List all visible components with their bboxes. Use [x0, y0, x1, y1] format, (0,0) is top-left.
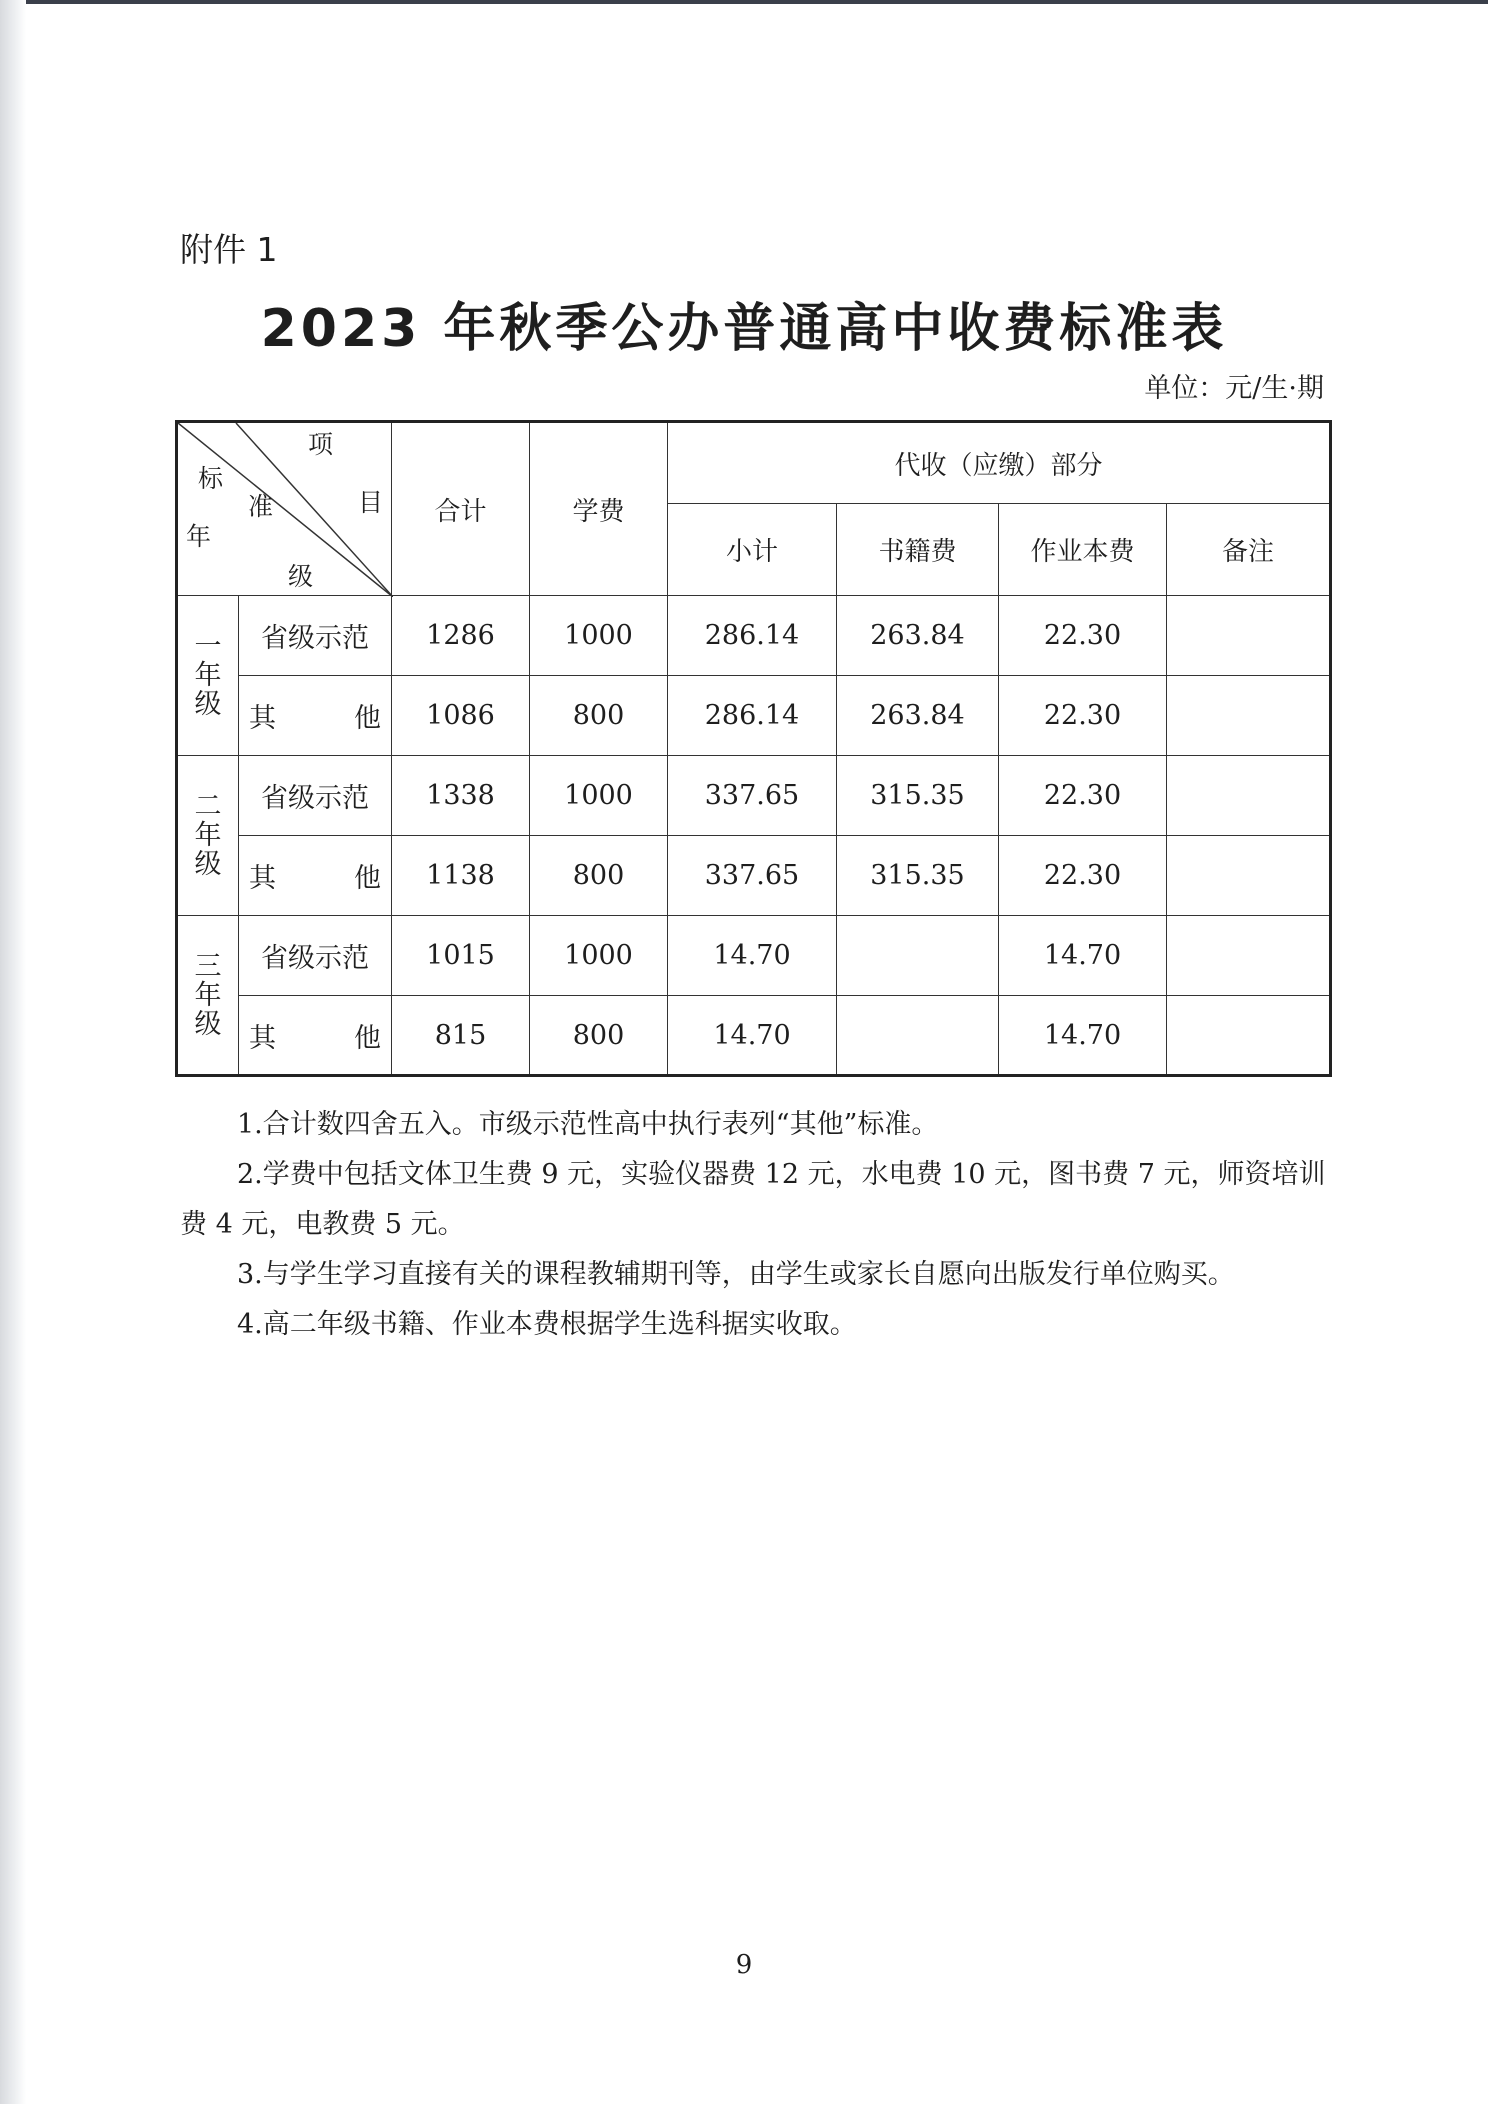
corner-grade-a: 年 — [186, 522, 212, 551]
school-type-cell: 省级示范 — [239, 596, 392, 676]
total-cell: 1015 — [392, 916, 530, 996]
tuition-cell: 1000 — [530, 916, 668, 996]
header-total: 合计 — [392, 422, 530, 596]
note-2: 2.学费中包括文体卫生费 9 元，实验仪器费 12 元，水电费 10 元，图书费 7 元，师资培训费 4 元，电教费 5 元。 — [180, 1159, 1326, 1240]
tuition-cell: 800 — [530, 996, 668, 1076]
corner-item-b: 目 — [358, 488, 384, 517]
tuition-cell: 800 — [530, 676, 668, 756]
total-cell: 815 — [392, 996, 530, 1076]
note-4: 4.高二年级书籍、作业本费根据学生选科据实收取。 — [237, 1309, 857, 1340]
corner-item-a: 项 — [308, 430, 334, 459]
table-row — [177, 756, 1331, 836]
workbook-cell: 22.30 — [999, 836, 1167, 916]
page-number: 9 — [735, 1950, 753, 1980]
subtotal-cell: 337.65 — [668, 836, 837, 916]
header-books: 书籍费 — [837, 504, 999, 596]
corner-std-a: 标 — [198, 464, 224, 493]
tuition-cell: 800 — [530, 836, 668, 916]
workbook-cell: 22.30 — [999, 756, 1167, 836]
table-row — [177, 676, 1331, 756]
remarks-cell — [1167, 916, 1331, 996]
table-row — [177, 836, 1331, 916]
scan-top-edge — [0, 0, 1488, 4]
header-workbook: 作业本费 — [999, 504, 1167, 596]
corner-header-cell — [177, 422, 392, 596]
total-cell: 1286 — [392, 596, 530, 676]
table-row — [177, 596, 1331, 676]
remarks-cell — [1167, 996, 1331, 1076]
total-cell: 1086 — [392, 676, 530, 756]
corner-std-b: 准 — [248, 492, 274, 521]
school-type-cell: 其 他 — [239, 836, 392, 916]
page-title: 2023 年秋季公办普通高中收费标准表 — [260, 299, 1228, 359]
school-type-cell: 省级示范 — [239, 916, 392, 996]
note-1: 1.合计数四舍五入。市级示范性高中执行表列“其他”标准。 — [237, 1109, 939, 1140]
table-row — [177, 996, 1331, 1076]
subtotal-cell: 14.70 — [668, 916, 837, 996]
attachment-label: 附件 1 — [180, 230, 278, 269]
notes — [180, 1100, 1330, 1350]
header-tuition: 学费 — [530, 422, 668, 596]
workbook-cell: 22.30 — [999, 596, 1167, 676]
books-cell — [837, 916, 999, 996]
remarks-cell — [1167, 596, 1331, 676]
grade-label-3: 三 年 级 — [177, 916, 239, 1076]
school-type-cell: 省级示范 — [239, 756, 392, 836]
school-type-cell: 其 他 — [239, 996, 392, 1076]
books-cell: 263.84 — [837, 596, 999, 676]
note-3: 3.与学生学习直接有关的课程教辅期刊等，由学生或家长自愿向出版发行单位购买。 — [237, 1259, 1235, 1290]
subtotal-cell: 337.65 — [668, 756, 837, 836]
school-type-cell: 其 他 — [239, 676, 392, 756]
header-remarks: 备注 — [1167, 504, 1331, 596]
header-collected: 代收（应缴）部分 — [668, 422, 1331, 504]
books-cell: 315.35 — [837, 836, 999, 916]
tuition-cell: 1000 — [530, 756, 668, 836]
books-cell — [837, 996, 999, 1076]
subtotal-cell: 286.14 — [668, 596, 837, 676]
workbook-cell: 14.70 — [999, 996, 1167, 1076]
header-subtotal: 小计 — [668, 504, 837, 596]
subtotal-cell: 286.14 — [668, 676, 837, 756]
tuition-cell: 1000 — [530, 596, 668, 676]
grade-label-2: 二 年 级 — [177, 756, 239, 916]
books-cell: 315.35 — [837, 756, 999, 836]
total-cell: 1138 — [392, 836, 530, 916]
table-row — [177, 916, 1331, 996]
total-cell: 1338 — [392, 756, 530, 836]
subtotal-cell: 14.70 — [668, 996, 837, 1076]
unit-label: 单位：元/生·期 — [1144, 373, 1324, 404]
remarks-cell — [1167, 676, 1331, 756]
grade-label-1: 一 年 级 — [177, 596, 239, 756]
remarks-cell — [1167, 836, 1331, 916]
books-cell: 263.84 — [837, 676, 999, 756]
corner-grade-b: 级 — [288, 562, 314, 591]
workbook-cell: 14.70 — [999, 916, 1167, 996]
fee-standard-table — [175, 420, 1332, 1077]
workbook-cell: 22.30 — [999, 676, 1167, 756]
remarks-cell — [1167, 756, 1331, 836]
